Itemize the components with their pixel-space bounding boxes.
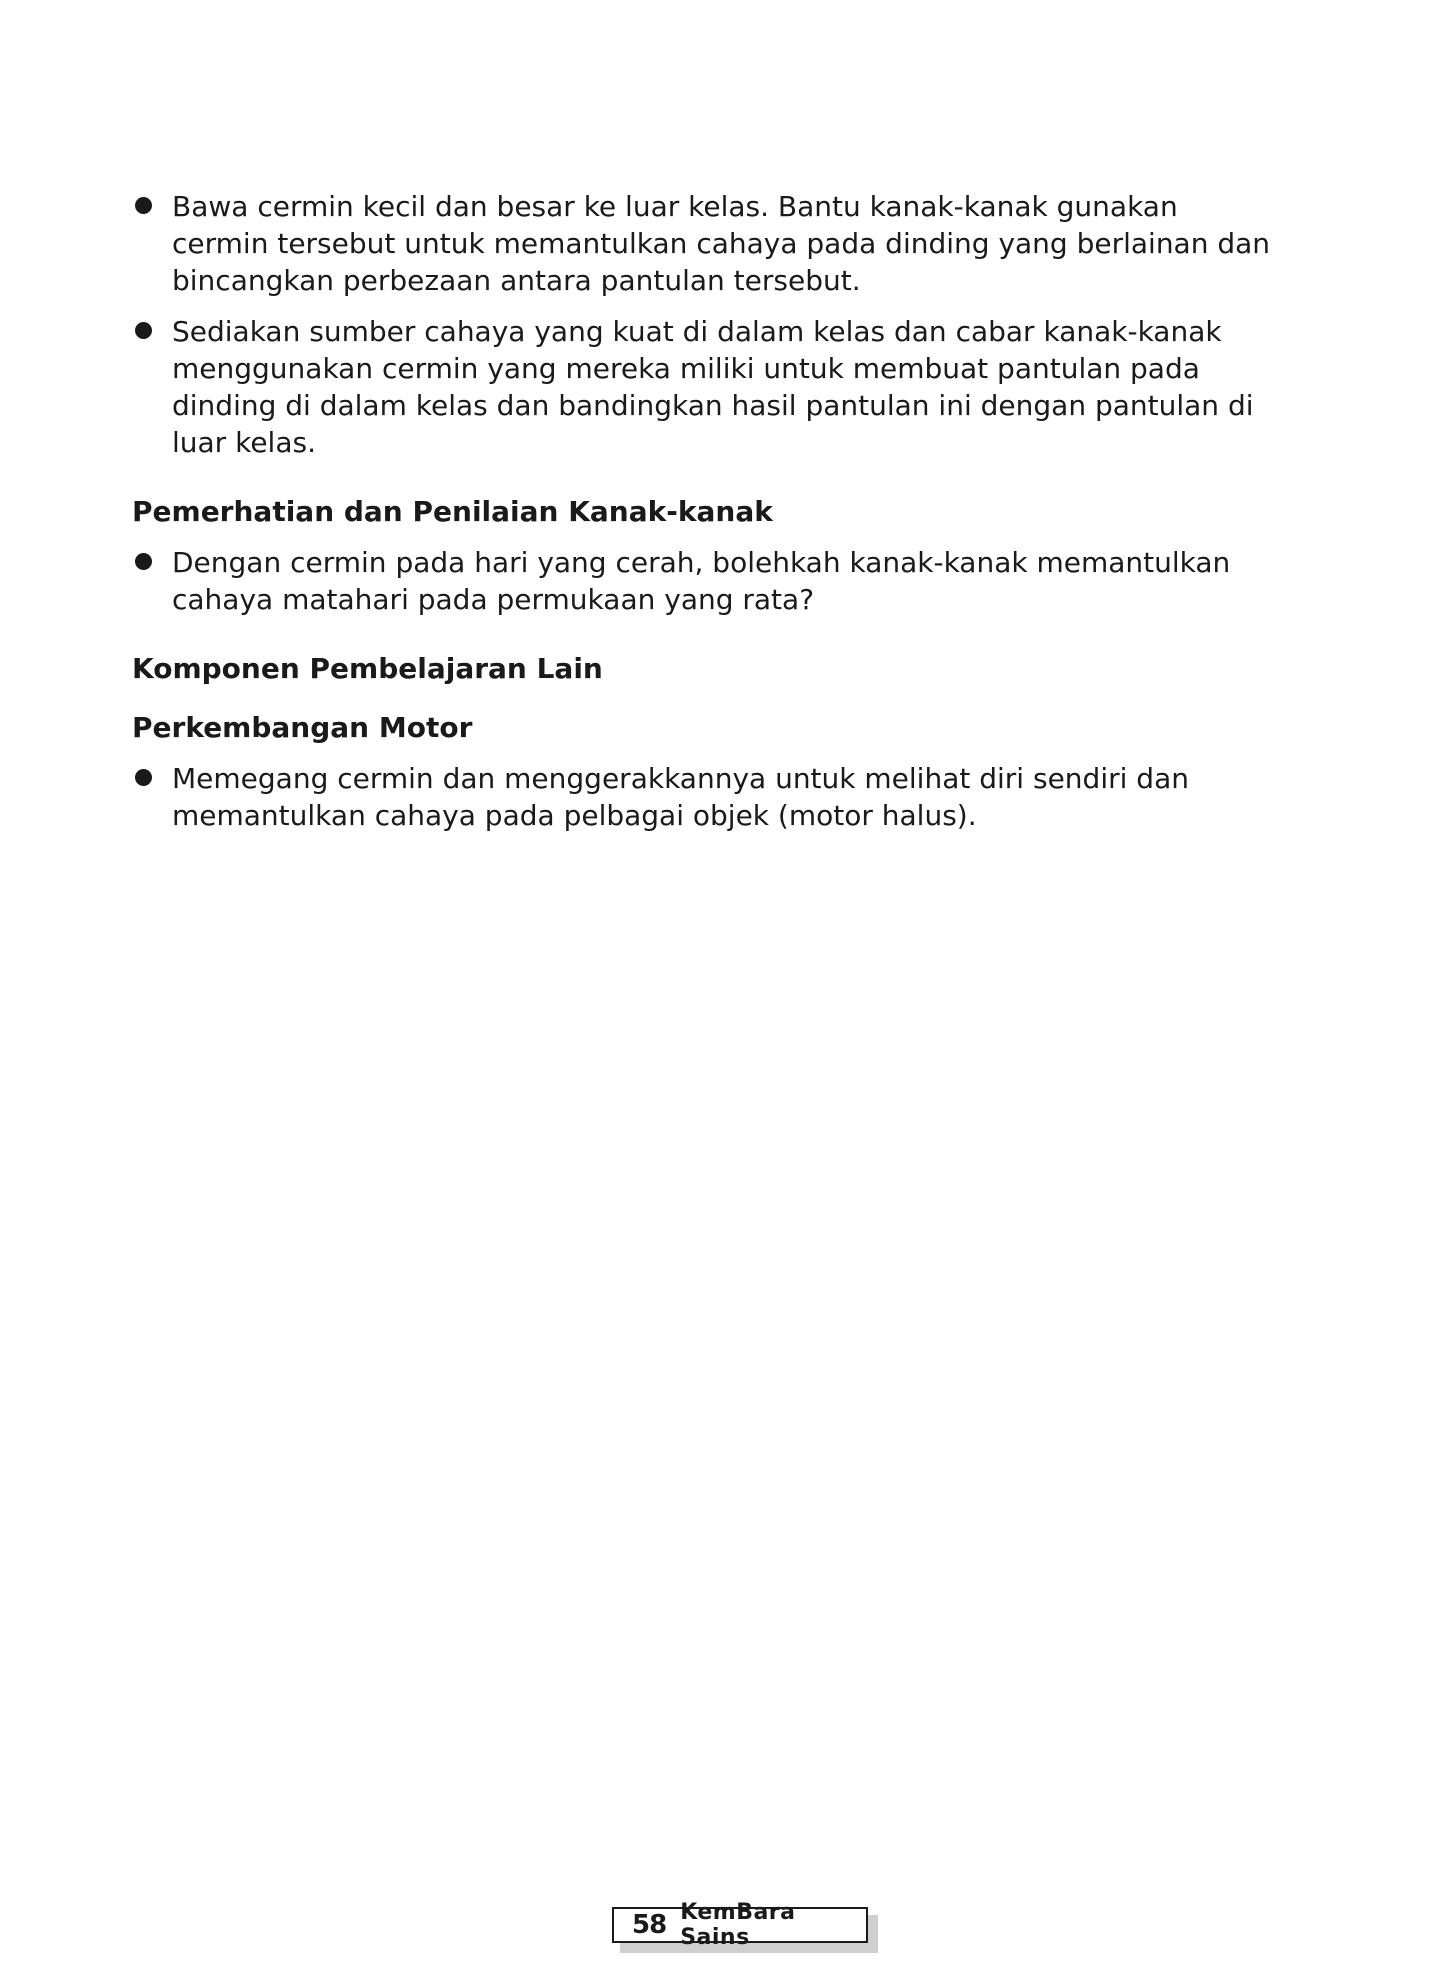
page-footer: [612, 1900, 880, 1953]
bullet-text: Memegang cermin dan menggerakkannya untuk melihat diri sendiri dan memantulkan cahaya pada pelbagai objek (motor halus).: [172, 762, 1189, 832]
bullet-dot-icon: [135, 769, 152, 786]
bullet-dot-icon: [135, 322, 152, 339]
bullet-item: [132, 760, 1282, 834]
page-content: [132, 188, 1282, 848]
bullet-dot-icon: [135, 197, 152, 214]
bullet-dot-icon: [135, 553, 152, 570]
bullet-item: [132, 188, 1282, 299]
bullet-text: Dengan cermin pada hari yang cerah, bolehkah kanak-kanak memantulkan cahaya matahari pada permukaan yang rata?: [172, 546, 1231, 616]
bullet-text: Sediakan sumber cahaya yang kuat di dalam kelas dan cabar kanak-kanak menggunakan cermin yang mereka miliki untuk membuat pantulan pada dinding di dalam kelas dan bandingkan hasil pantulan ini dengan pantulan di luar kelas.: [172, 315, 1254, 459]
section-heading-motor: Perkembangan Motor: [132, 711, 473, 744]
bullet-text: Bawa cermin kecil dan besar ke luar kelas. Bantu kanak-kanak gunakan cermin tersebut untuk memantulkan cahaya pada dinding yang berlainan dan bincangkan perbezaan antara pantulan tersebut.: [172, 190, 1271, 297]
bullet-item: [132, 544, 1282, 618]
bullet-item: [132, 313, 1282, 461]
footer-label-box: [612, 1900, 868, 1950]
page-number: 58: [632, 1910, 667, 1940]
book-title: KemBara Sains: [680, 1900, 796, 1950]
section-heading-assessment: Pemerhatian dan Penilaian Kanak-kanak: [132, 495, 773, 528]
section-heading-other-components: Komponen Pembelajaran Lain: [132, 652, 603, 685]
